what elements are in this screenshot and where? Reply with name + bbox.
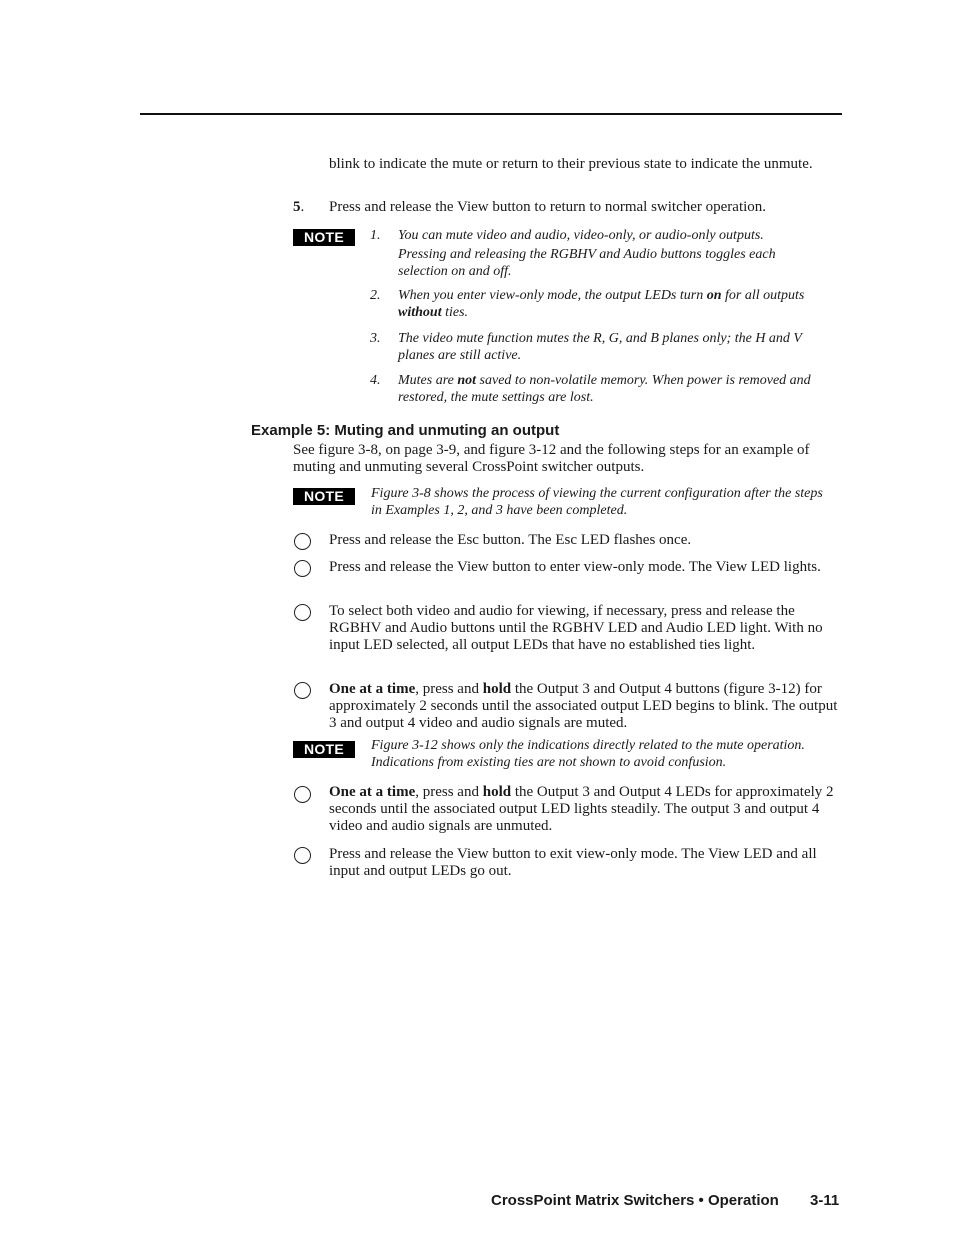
- note-item-number: 2.: [370, 288, 381, 303]
- step-bullet-icon: [294, 682, 311, 699]
- continuation-text: blink to indicate the mute or return to their previous state to indicate the unmute.: [329, 156, 813, 172]
- note-item-number: 1.: [370, 228, 381, 243]
- step-bullet-icon: [294, 560, 311, 577]
- note-3-text: Figure 3-12 shows only the indications directly related to the mute operation. Indications from existing ties are not shown to avoid confusion.: [371, 738, 805, 770]
- note-item-3-text: The video mute function mutes the R, G, and B planes only; the H and V planes are still active.: [398, 331, 802, 363]
- note-item-number: 3.: [370, 331, 381, 346]
- example-5-intro: See figure 3-8, on page 3-9, and figure 3-12 and the following steps for an example of muting and unmuting several CrossPoint switcher outputs.: [293, 442, 810, 475]
- step-5-text: Press and release the View button to return to normal switcher operation.: [329, 199, 767, 215]
- step-2-text: Press and release the View button to enter view-only mode. The View LED lights.: [329, 559, 821, 575]
- step-bullet-icon: [294, 533, 311, 550]
- note-badge: NOTE: [293, 741, 355, 758]
- step-3-text: To select both video and audio for viewing, if necessary, press and release the RGBHV and Audio buttons until the RGBHV LED and Audio LED light. With no input LED selected, all output LEDs that have no established ties light.: [329, 603, 823, 653]
- step-5-number: 5.: [293, 199, 305, 215]
- note-badge: NOTE: [293, 488, 355, 505]
- note-item-4-text: Mutes are not saved to non-volatile memory. When power is removed and restored, the mute settings are lost.: [398, 373, 811, 405]
- step-bullet-icon: [294, 604, 311, 621]
- note-badge: NOTE: [293, 229, 355, 246]
- step-4-text: One at a time, press and hold the Output 3 and Output 4 buttons (figure 3-12) for approximately 2 seconds until the associated output LED begins to blink. The output 3 and output 4 video and audio signals are muted.: [329, 681, 838, 731]
- note-2-text: Figure 3-8 shows the process of viewing the current configuration after the steps in Examples 1, 2, and 3 have been completed.: [371, 486, 823, 518]
- header-rule: [140, 113, 842, 115]
- footer-title: CrossPoint Matrix Switchers • Operation: [491, 1192, 779, 1209]
- page-number: 3-11: [810, 1192, 840, 1209]
- step-bullet-icon: [294, 786, 311, 803]
- example-5-heading: Example 5: Muting and unmuting an output: [251, 422, 560, 439]
- note-item-2-text: When you enter view-only mode, the output LEDs turn on for all outputs without ties.: [398, 288, 805, 320]
- step-1-text: Press and release the Esc button. The Esc LED flashes once.: [329, 532, 692, 548]
- note-item-number: 4.: [370, 373, 381, 388]
- step-bullet-icon: [294, 847, 311, 864]
- note-item-1-text-2: Pressing and releasing the RGBHV and Audio buttons toggles each selection on and off.: [398, 247, 776, 279]
- step-5-text: One at a time, press and hold the Output 3 and Output 4 LEDs for approximately 2 seconds until the associated output LED lights steadily. The output 3 and output 4 video and audio signals are unmuted.: [329, 784, 834, 834]
- step-6-text: Press and release the View button to exit view-only mode. The View LED and all input and output LEDs go out.: [329, 846, 817, 879]
- note-item-1-text: You can mute video and audio, video-only, or audio-only outputs.: [398, 228, 764, 243]
